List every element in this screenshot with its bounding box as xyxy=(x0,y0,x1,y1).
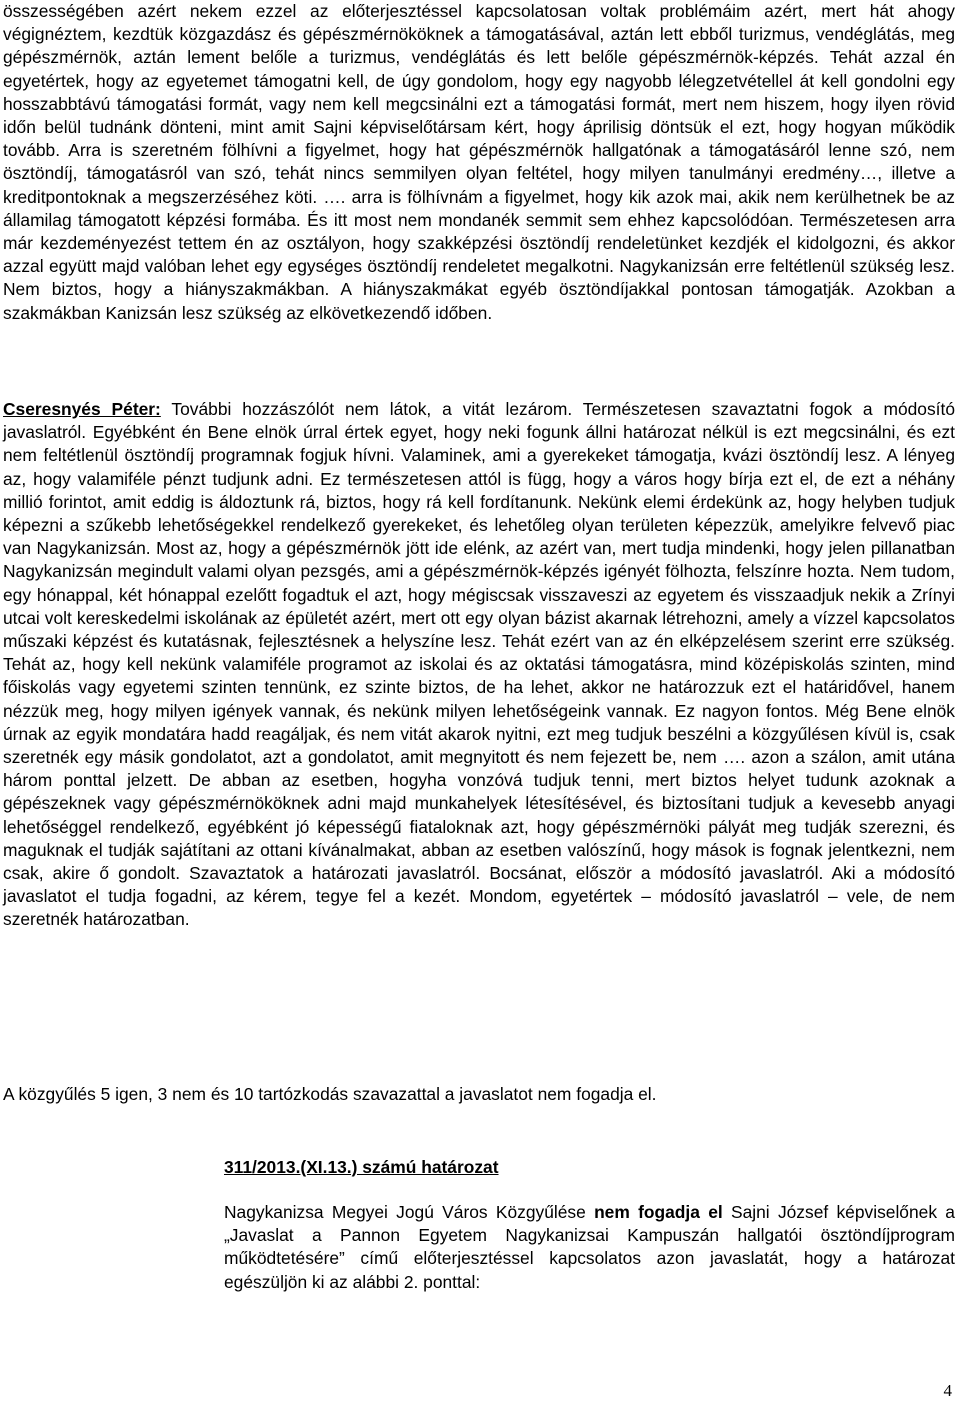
paragraph-continuation xyxy=(3,0,955,325)
paragraph-chair-statement xyxy=(3,398,955,932)
resolution-text-before: Nagykanizsa Megyei Jogú Város Közgyűlése xyxy=(224,1202,595,1222)
speaker-name: Cseresnyés Péter: xyxy=(3,399,161,419)
resolution-decision: nem fogadja el xyxy=(594,1202,723,1222)
paragraph-text: összességében azért nekem ezzel az előterjesztéssel kapcsolatosan voltak problémáim azért, mert hát ahogy végignéztem, kezdtük közgazdász és gépészmérnököknek a támogatásával, aztán lett ebből turizmus, vendéglátás, meg gépészmérnök, aztán lement belőle a turizmus, vendéglátás és lett belőle gépészmérnök-képzés. Tehát azzal én egyetértek, hogy az egyetemet támogatni kell, de úgy gondolom, hogy egy nagyobb lélegzetvétellel át kell gondolni egy hosszabbtávú támogatási formát, vagy nem kell megcsinálni ezt a támogatási formát, mert nem hiszem, hogy ilyen rövid időn belül tudnánk dönteni, mint amit Sajni képviselőtársam kért, hogy áprilisig döntsük el ezt, hogy hogyan működik tovább. Arra is szeretném fölhívni a figyelmet, hogy hat gépészmérnök hallgatónak a támogatásáról lenne szó, nem ösztöndíj, támogatásról van szó, tehát nincs semmilyen olyan feltétel, hogy milyen tanulmányi eredmény…, illetve a kreditpontoknak a megszerzéséhez köti. …. arra is fölhívnám a figyelmet, hogy kik azok mai, akik nem kerülhetnek be az államilag támogatott képzési formába. És itt most nem mondanék semmit sem ehhez kapcsolódóan. Természetesen arra már kezdeményezést tettem én az osztályon, hogy szakképzési ösztöndíj rendeletünket kezdjék el kidolgozni, és akkor azzal együtt majd valóban lehet egy egységes ösztöndíj rendeletet megalkotni. Nagykanizsán erre feltétlenül szükség lesz. Nem biztos, hogy a hiányszakmákban. A hiányszakmákat egyéb ösztöndíjakkal pontosan támogatják. Azokban a szakmákban Kanizsán lesz szükség az elkövetkezendő időben. xyxy=(3,1,955,323)
paragraph-text: További hozzászólót nem látok, a vitát lezárom. Természetesen szavaztatni fogok a módosító javaslatról. Egyébként én Bene elnök úrral értek egyet, hogy neki fogunk állni határozat nélkül is ezt megcsinálni, és ezt nem feltétlenül ösztöndíj programnak fogjuk hívni. Valaminek, ami a gyerekeket támogatja, kvázi ösztöndíj lesz. A lényeg az, hogy valamiféle pénzt tudjunk adni. Ez természetesen attól is függ, hogy a város hogy bírja ezt el, de ezt a néhány millió forintot, amit eddig is áldoztunk rá, biztos, hogy rá kell fordítanunk. Nekünk elemi érdekünk az, hogy helyben tudjuk képezni a szűkebb lehetőségekkel rendelkező gyerekeket, és lehetőleg olyan területen képezzük, amelyikre felvevő piac van Nagykanizsán. Most az, hogy a gépészmérnök jött ide elénk, az azért van, mert tudja mindenki, hogy jelen pillanatban Nagykanizsán megindult valami olyan pezsgés, ami a gépészmérnök-képzés igényét fölhozta, felszínre hozta. Nem tudom, egy hónappal, két hónappal ezelőtt fogadtuk el azt, hogy mégiscsak visszaveszi az egyetem és visszaadjuk nekik a Zrínyi utcai volt kereskedelmi iskolának az épületét azért, mert ott egy olyan bázist akarnak létrehozni, amely a vízzel kapcsolatos műszaki képzést és kutatásnak, fejlesztésnek a helyszíne lesz. Tehát ezért van az én elképzelésem szerint erre szükség. Tehát az, hogy kell nekünk valamiféle programot az iskolai és az oktatási támogatásra, mind középiskolás szinten, mind főiskolás vagy egyetemi szinten tennünk, ez szinte biztos, de ha lehet, akkor ne határozzuk ezt el határidővel, hanem nézzük meg, hogy milyen igények vannak, és nekünk milyen lehetőségeink vannak. Ez nagyon fontos. Még Bene elnök úrnak az egyik mondatára hadd reagáljak, és nem vitát akarok nyitni, ezt meg tudjuk beszélni a közgyűlésen kívül is, csak szeretnék egy másik gondolatot, azt a gondolatot, amit megnyitott és nem fejezett be, nem …. azon a szálon, amit utána három ponttal jelzett. De abban az esetben, hogyha vonzóvá tudjuk tenni, mert biztos helyet tudunk azoknak a gépészeknek vagy gépészmérnököknek adni majd munkahelyek létesítésével, és biztosítani tudjuk a kevesebb anyagi lehetőséggel rendelkező, egyébként jó képességű fiataloknak azt, hogy gépészmérnöki pályát meg tudják szerezni, és maguknak el tudják sajátítani az ottani kívánalmakat, abban az esetben valószínű, hogy mások is fognak jelentkezni, nem csak, akire ő gondolt. Szavaztatok a határozati javaslatról. Bocsánat, először a módosító javaslatról. Aki a módosító javaslatot el tudja fogadni, az kérem, tegye fel a kezét. Mondom, egyetértek – módosító javaslatról – vele, de nem szeretnék határozatban. xyxy=(3,399,956,930)
page-number: 4 xyxy=(943,1381,952,1400)
resolution-text-after: Sajni József képviselőnek a „Javaslat a Pannon Egyetem Nagykanizsai Kampuszán hallgatói ösztöndíjprogram működtetésére” című előterjesztéssel kapcsolatos azon javaslatát, hogy a határozat egészüljön ki az alábbi 2. ponttal: xyxy=(224,1202,955,1292)
resolution-title: 311/2013.(XI.13.) számú határozat xyxy=(224,1157,499,1177)
vote-result: A közgyűlés 5 igen, 3 nem és 10 tartózkodás szavazattal a javaslatot nem fogadja el. xyxy=(3,1084,657,1104)
resolution-body xyxy=(224,1201,955,1294)
